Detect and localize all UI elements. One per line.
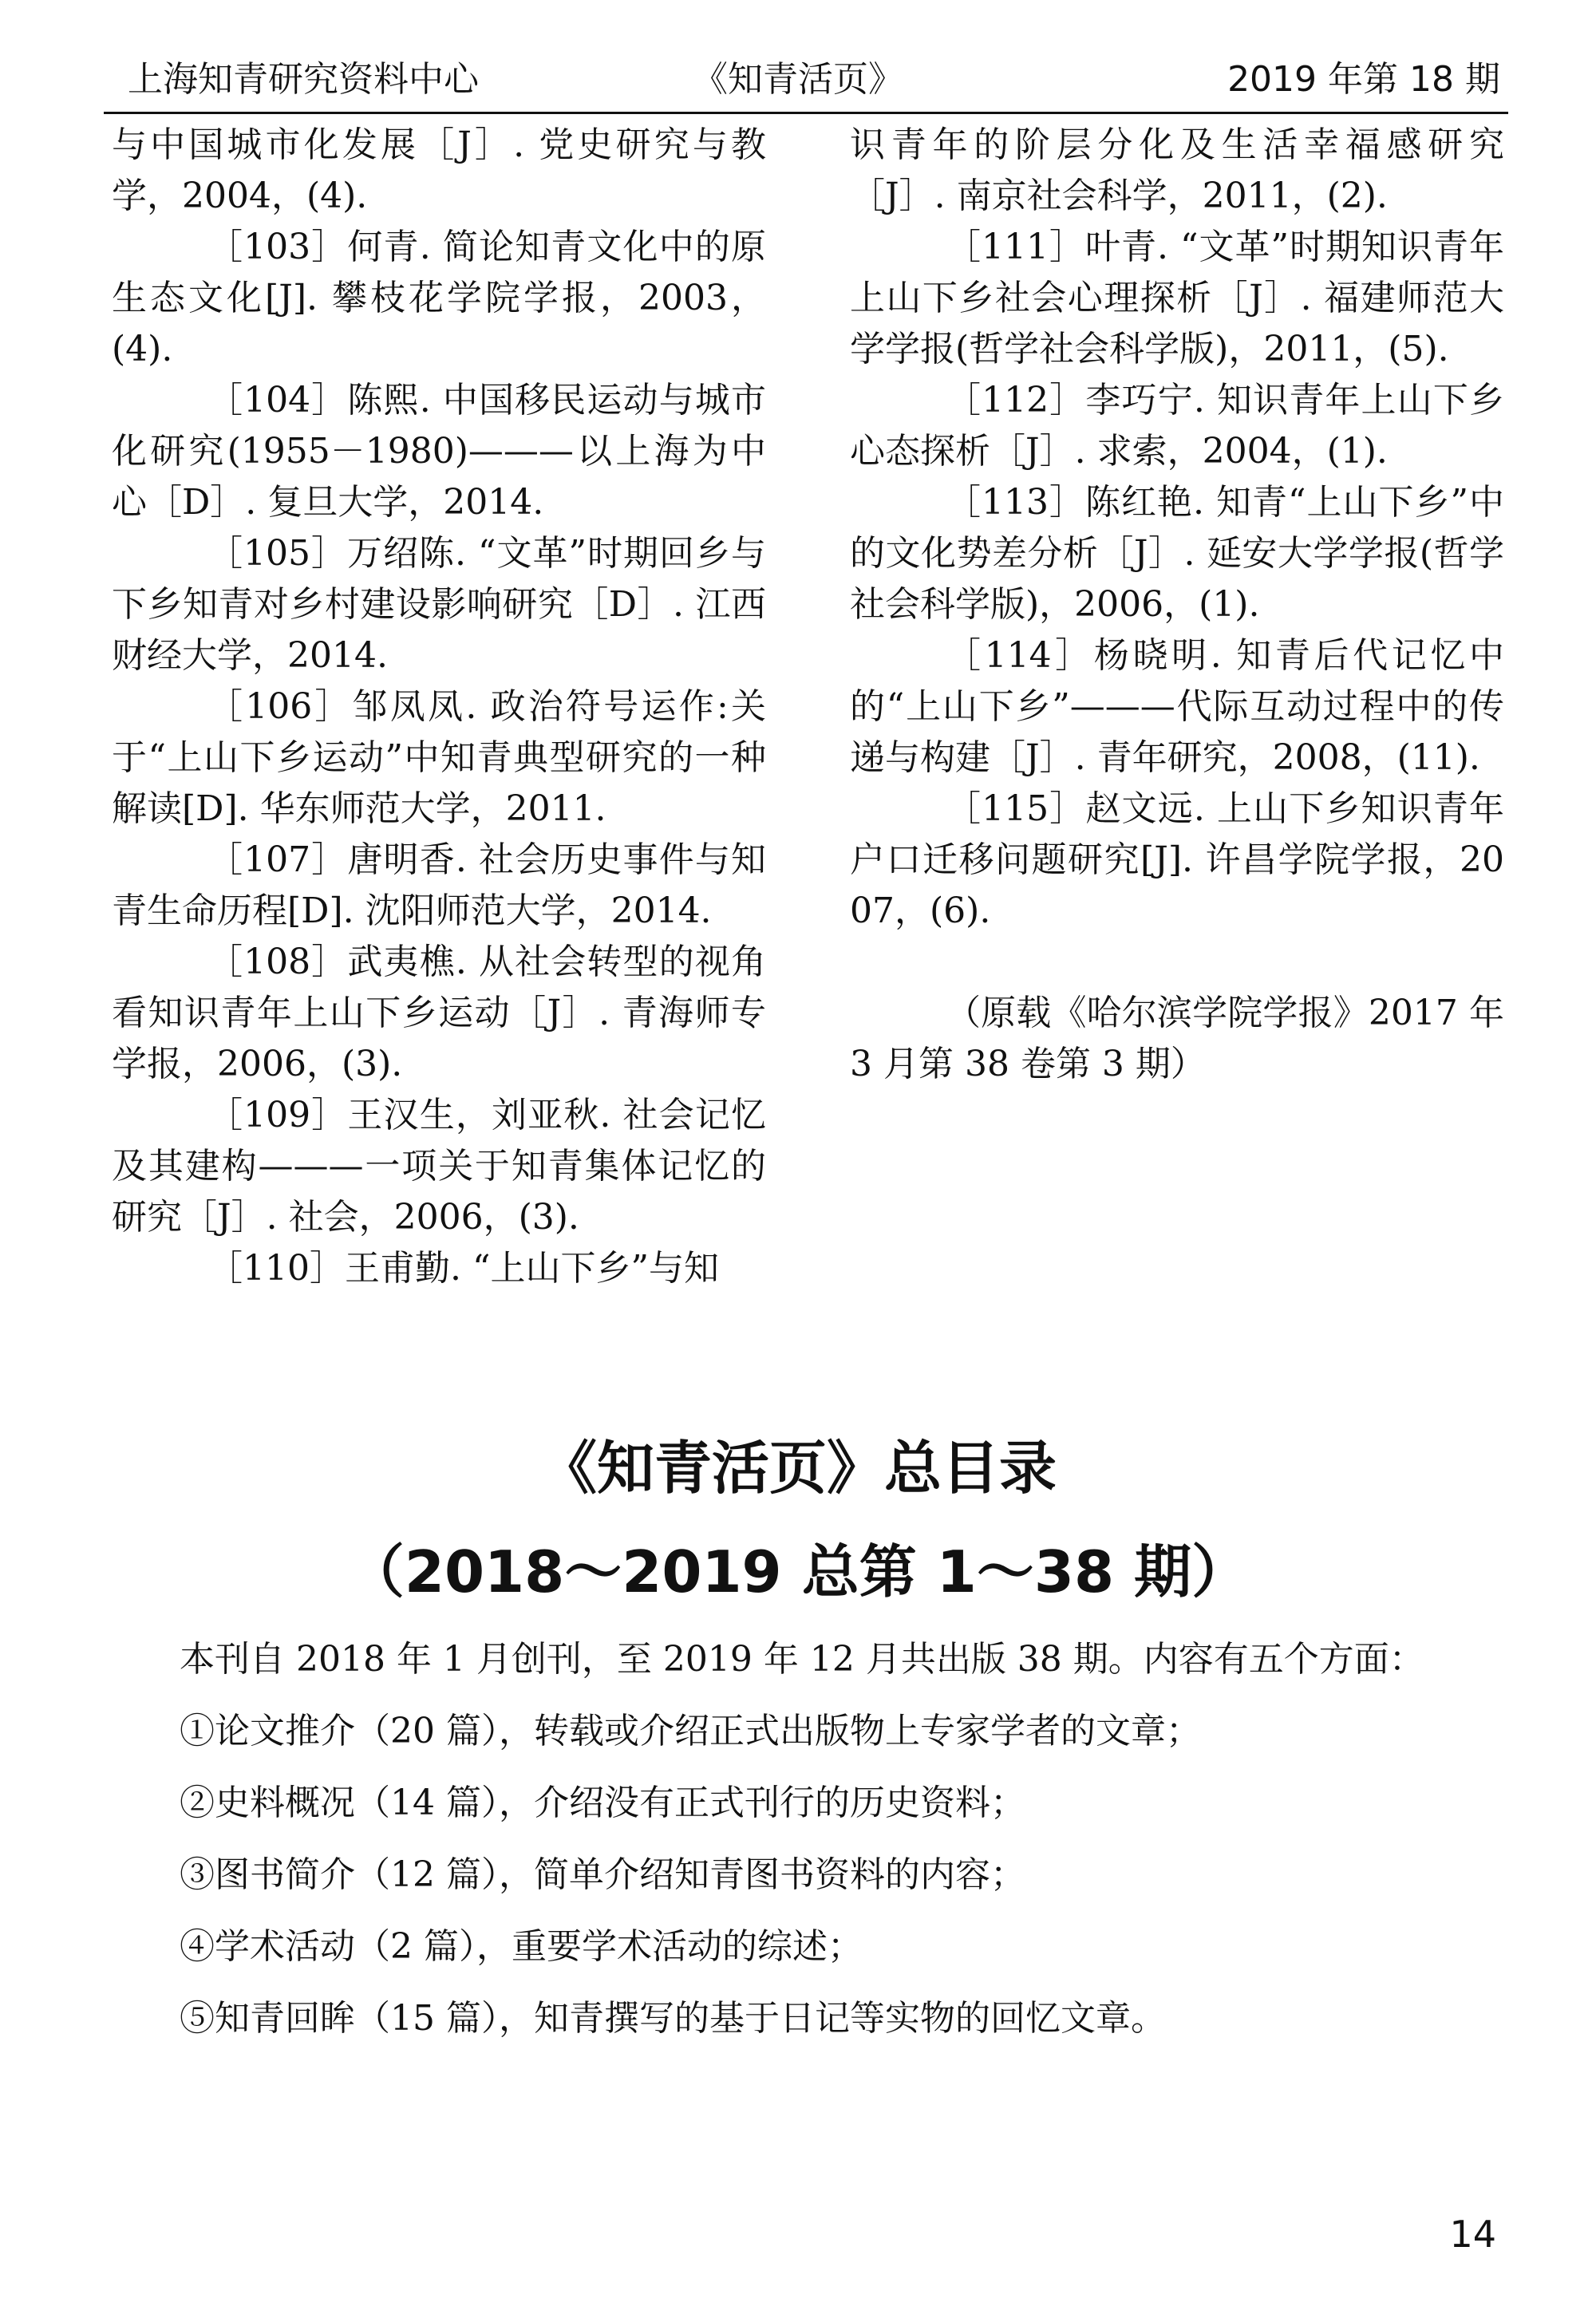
reference-entry: ［115］赵文远. 上山下乡知识青年户口迁移问题研究[J]. 许昌学院学报，2007，(6). — [850, 788, 1504, 931]
toc-intro: 本刊自 2018 年 1 月创刊，至 2019 年 12 月共出版 38 期。内容有五个方面： — [180, 1639, 1424, 1680]
running-header — [104, 48, 1508, 112]
toc-item: ④学术活动（2 篇），重要学术活动的综述； — [180, 1926, 863, 1967]
reference-entry: ［114］杨晓明. 知青后代记忆中的“上山下乡”———代际互动过程中的传递与构建［J］. 青年研究，2008，(11). — [850, 635, 1504, 778]
reference-entry: ［103］何青. 简论知青文化中的原生态文化[J]. 攀枝花学院学报，2003，(4). — [112, 227, 766, 369]
toc-item: ③图书简介（12 篇），简单介绍知青图书资料的内容； — [180, 1854, 1025, 1895]
toc-item: ②史料概况（14 篇），介绍没有正式刊行的历史资料； — [180, 1783, 1025, 1823]
page-number: 14 — [1449, 2213, 1496, 2256]
toc-title: 《知青活页》总目录 — [539, 1435, 1057, 1502]
toc-item: ⑤知青回眸（15 篇），知青撰写的基于日记等实物的回忆文章。 — [180, 1998, 1166, 2039]
reference-entry: 与中国城市化发展［J］. 党史研究与教学，2004，(4). — [112, 124, 766, 216]
toc-subtitle: （2018～2019 总第 1～38 期） — [346, 1538, 1250, 1605]
reference-entry: ［106］邹凤凤. 政治符号运作:关于“上山下乡运动”中知青典型研究的一种解读[D]. 华东师范大学，2011. — [112, 686, 766, 829]
reference-entry: ［112］李巧宁. 知识青年上山下乡心态探析［J］. 求索，2004，(1). — [850, 380, 1504, 472]
reference-entry: ［111］叶青. “文革”时期知识青年上山下乡社会心理探析［J］. 福建师范大学学报(哲学社会科学版)，2011，(5). — [850, 227, 1504, 369]
source-note: （原载《哈尔滨学院学报》2017 年 3 月第 38 卷第 3 期） — [850, 993, 1504, 1084]
reference-entry: ［104］陈熙. 中国移民运动与城市化研究(1955－1980)———以上海为中心［D］. 复旦大学，2014. — [112, 380, 766, 523]
reference-entry: ［105］万绍陈. “文革”时期回乡与下乡知青对乡村建设影响研究［D］. 江西财经大学，2014. — [112, 533, 766, 676]
reference-entry: 识青年的阶层分化及生活幸福感研究［J］. 南京社会科学，2011，(2). — [850, 124, 1504, 216]
reference-entry: ［108］武夷樵. 从社会转型的视角看知识青年上山下乡运动［J］. 青海师专学报，2006，(3). — [112, 942, 766, 1084]
reference-entry: ［110］王甫勤. “上山下乡”与知 — [207, 1248, 719, 1289]
reference-entry: ［113］陈红艳. 知青“上山下乡”中的文化势差分析［J］. 延安大学学报(哲学社会科学版)，2006，(1). — [850, 482, 1504, 625]
right-column — [850, 120, 1504, 1090]
header-issue: 2019 年第 18 期 — [1227, 59, 1500, 100]
toc-item: ①论文推介（20 篇），转载或介绍正式出版物上专家学者的文章； — [180, 1711, 1201, 1751]
reference-entry: ［107］唐明香. 社会历史事件与知青生命历程[D]. 沈阳师范大学，2014. — [112, 839, 766, 931]
header-rule — [104, 112, 1508, 114]
reference-entry: ［109］王汉生，刘亚秋. 社会记忆及其建构———一项关于知青集体记忆的研究［J］. 社会，2006，(3). — [112, 1095, 766, 1238]
header-publisher: 上海知青研究资料中心 — [128, 59, 479, 100]
toc-body — [180, 1624, 1520, 2055]
left-column — [112, 120, 766, 1294]
header-journal-title: 《知青活页》 — [693, 59, 903, 100]
